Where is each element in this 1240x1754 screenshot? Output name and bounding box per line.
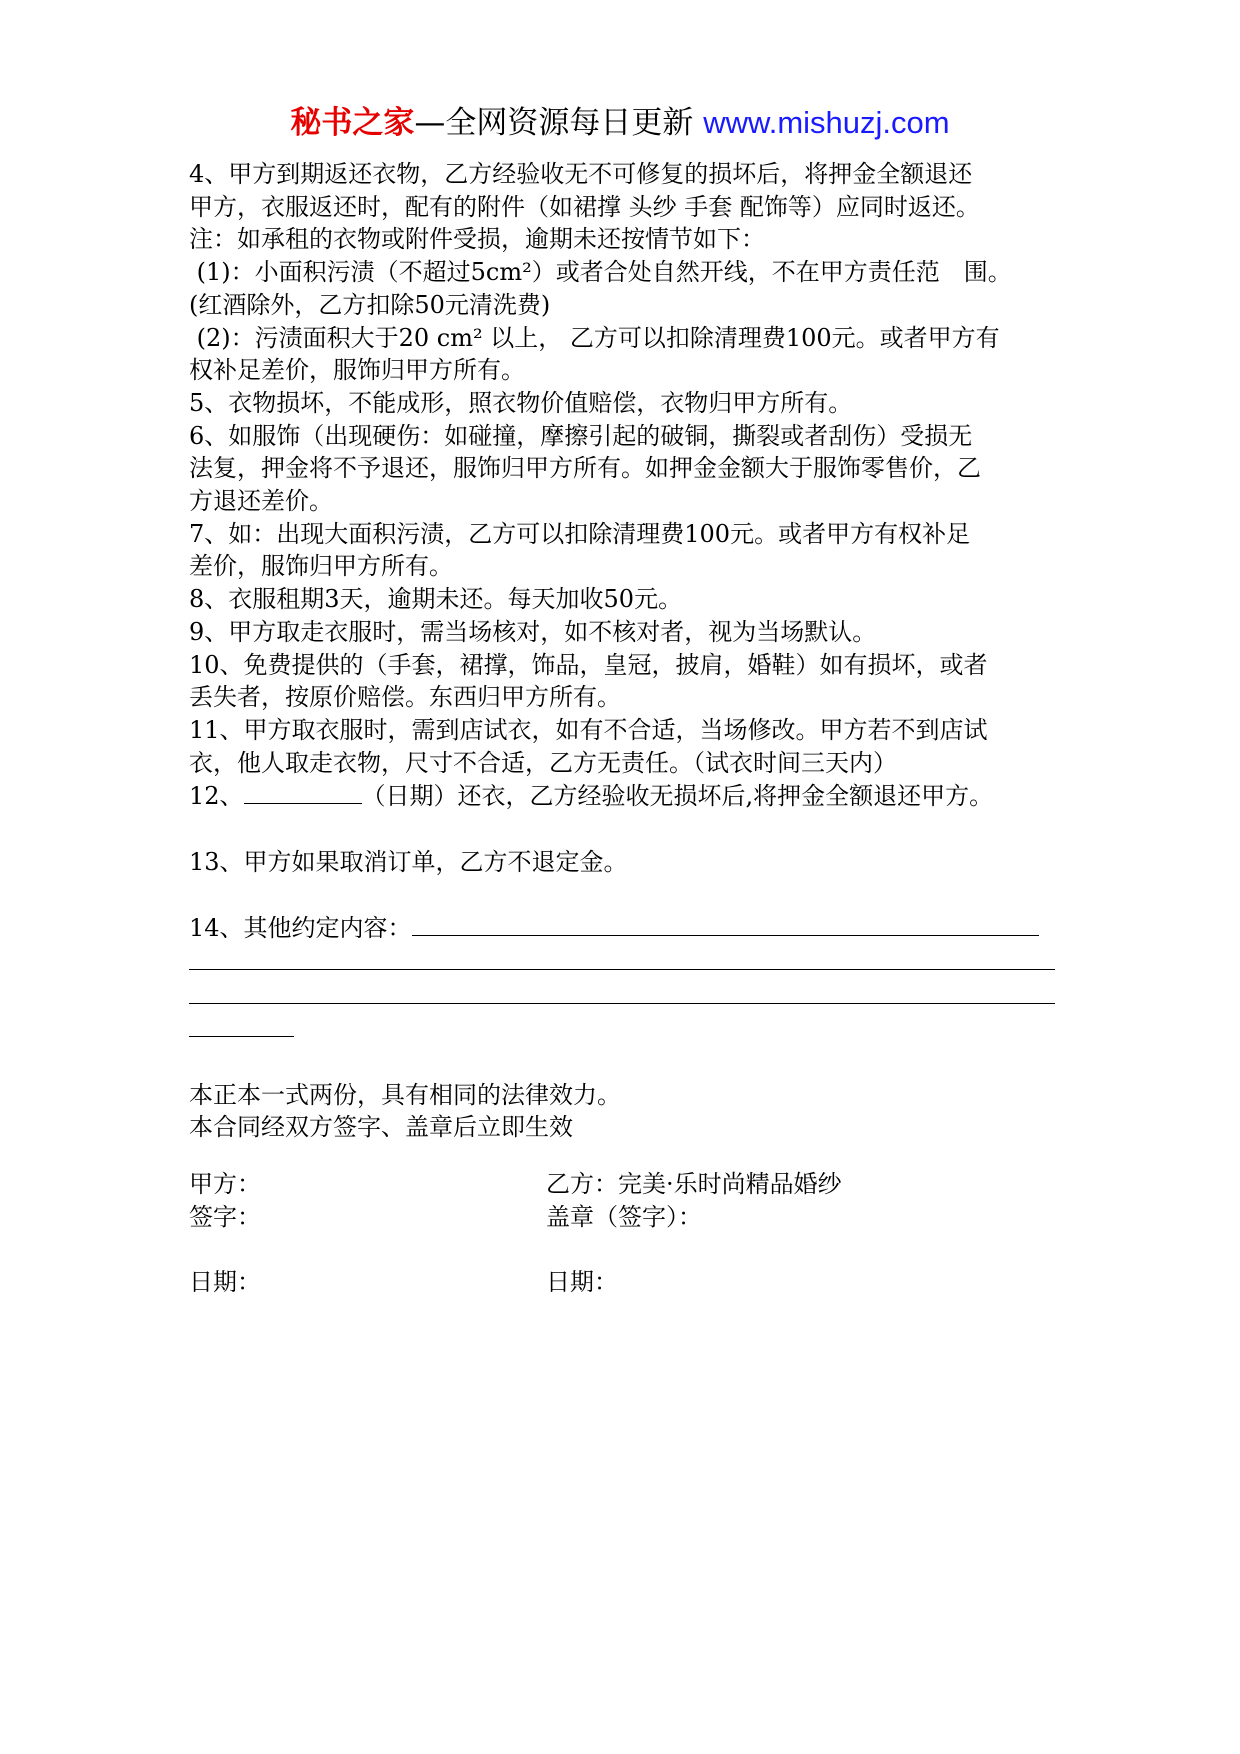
clause-line: 10、免费提供的（手套，裙撑，饰品，皇冠，披肩，婚鞋）如有损坏，或者	[189, 650, 988, 679]
clause-13: 13、甲方如果取消订单，乙方不退定金。	[189, 847, 628, 876]
closing-line: 本正本一式两份，具有相同的法律效力。	[189, 1080, 621, 1109]
clause-line: (1)：小面积污渍（不超过5cm²）或者合处自然开线，不在甲方责任范 围。	[189, 258, 1012, 287]
site-header	[0, 100, 1240, 146]
party-row	[189, 1168, 1069, 1201]
clause-line: 7、如：出现大面积污渍，乙方可以扣除清理费100元。或者甲方有权补足	[189, 519, 971, 548]
contract-body	[189, 158, 1069, 1144]
clause-12	[189, 779, 1069, 813]
clause-line: 丢失者，按原价赔偿。东西归甲方所有。	[189, 683, 621, 712]
clause-line: 权补足差价，服饰归甲方所有。	[189, 356, 525, 385]
blank-line	[189, 1012, 1069, 1046]
party-a-label: 甲方：	[189, 1170, 261, 1198]
closing-line: 本合同经双方签字、盖章后立即生效	[189, 1113, 573, 1142]
site-url-link[interactable]: www.mishuzj.com	[703, 105, 950, 140]
clause-line: (2)：污渍面积大于20 cm² 以上， 乙方可以扣除清理费100元。或者甲方有	[189, 323, 1000, 352]
other-terms-blank-4[interactable]	[189, 1012, 294, 1037]
clause-line: 8、衣服租期3天，逾期未还。每天加收50元。	[189, 585, 683, 614]
clause-line: 方退还差价。	[189, 487, 333, 516]
party-b-date-label: 日期：	[546, 1268, 618, 1297]
clause-14-label: 14、其他约定内容：	[189, 914, 412, 943]
clause-12-prefix: 12、	[189, 782, 244, 811]
clause-line: 11、甲方取衣服时，需到店试衣，如有不合适，当场修改。甲方若不到店试	[189, 715, 988, 744]
signature-block	[189, 1168, 1069, 1299]
blank-line	[189, 945, 1069, 979]
clause-line: 衣，他人取走衣物，尺寸不合适，乙方无责任。（试衣时间三天内）	[189, 748, 897, 777]
other-terms-blank-1[interactable]	[412, 911, 1039, 936]
clause-line: 甲方，衣服返还时，配有的附件（如裙撑 头纱 手套 配饰等）应同时返还。	[189, 192, 980, 221]
clause-line: 注：如承租的衣物或附件受损，逾期未还按情节如下：	[189, 225, 765, 254]
party-a-sign-label: 签字：	[189, 1202, 261, 1231]
other-terms-blank-3[interactable]	[189, 979, 1055, 1004]
clause-12-text: （日期）还衣，乙方经验收无损坏后,将押金全额退还甲方。	[361, 782, 994, 811]
blank-line	[189, 979, 1069, 1013]
date-row	[189, 1266, 1069, 1299]
party-b-seal-label: 盖章（签字）：	[546, 1202, 702, 1231]
sign-row	[189, 1201, 1069, 1234]
clause-14	[189, 911, 1069, 945]
brand-name: 秘书之家	[290, 105, 415, 141]
date-blank-field[interactable]	[244, 779, 362, 804]
clause-line: 6、如服饰（出现硬伤：如碰撞，摩擦引起的破铜，撕裂或者刮伤）受损无	[189, 421, 973, 450]
header-slogan: —全网资源每日更新	[414, 105, 704, 141]
clause-line: 差价，服饰归甲方所有。	[189, 552, 453, 581]
clause-line: (红酒除外，乙方扣除50元清洗费)	[189, 290, 551, 319]
party-a-date-label: 日期：	[189, 1268, 261, 1297]
other-terms-blank-2[interactable]	[189, 945, 1055, 970]
clause-line: 4、甲方到期返还衣物，乙方经验收无不可修复的损坏后，将押金全额退还	[189, 160, 973, 188]
party-b-label: 乙方：完美·乐时尚精品婚纱	[546, 1170, 842, 1198]
clause-line: 9、甲方取走衣服时，需当场核对，如不核对者，视为当场默认。	[189, 617, 877, 646]
clause-line: 法复，押金将不予退还，服饰归甲方所有。如押金金额大于服饰零售价，乙	[189, 454, 981, 483]
clause-line: 5、衣物损坏，不能成形，照衣物价值赔偿，衣物归甲方所有。	[189, 388, 853, 417]
